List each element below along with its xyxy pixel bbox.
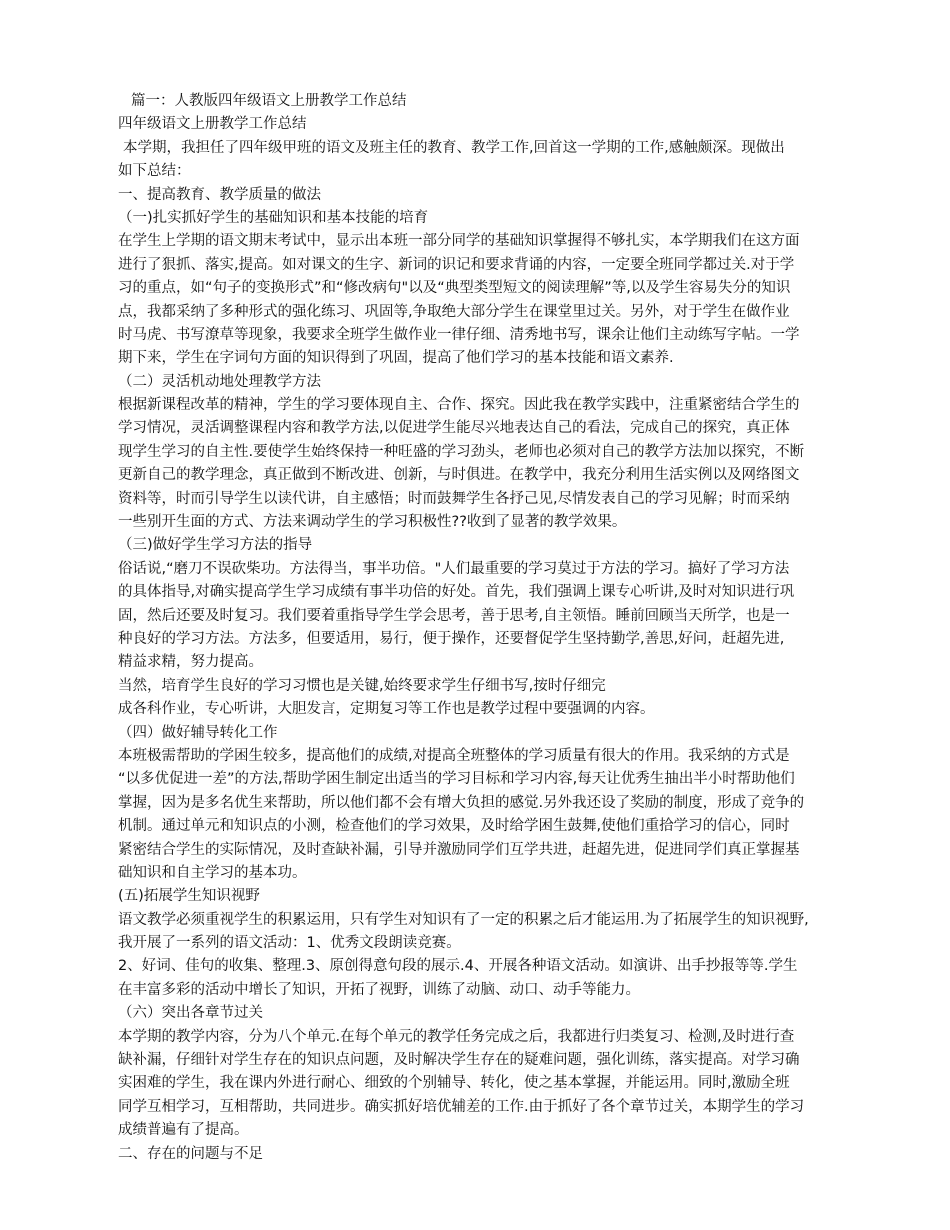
paragraph-line: “以多优促进一差”的方法,帮助学困生制定出适当的学习目标和学习内容,每天让优秀生抽出半小时帮助他们	[118, 771, 795, 788]
paragraph-line: 一些别开生面的方式、方法来调动学生的学习积极性??收到了显著的教学效果。	[118, 514, 627, 531]
paragraph-line: 学习情况，灵活调整课程内容和教学方法,以促进学生能尽兴地表达自己的看法，完成自己的探究，真正体	[118, 420, 790, 437]
paragraph-line: 成绩普遍有了提高。	[118, 1122, 249, 1139]
paragraph-line: 期下来，学生在字词句方面的知识得到了巩固，提高了他们学习的基本技能和语文素养.	[118, 350, 674, 367]
paragraph-line: 掌握，因为是多名优生来帮助，所以他们都不会有增大负担的感觉.另外我还设了奖励的制度，形成了竞争的	[118, 794, 805, 811]
paragraph-line: 固，然后还要及时复习。我们要着重指导学生学会思考，善于思考,自主领悟。睡前回顾当天所学，也是一	[118, 607, 790, 624]
paragraph-line: 2、好词、佳句的收集、整理.3、原创得意句段的展示.4、开展各种语文活动。如演讲、出手抄报等等.学生	[118, 958, 798, 975]
paragraph-line: 进行了狠抓、落实,提高。如对课文的生字、新词的识记和要求背诵的内容，一定要全班同学都过关.对于学	[118, 256, 795, 273]
paragraph-line: 点，我都采纳了多种形式的强化练习、巩固等,争取绝大部分学生在课堂里过关。另外，对于学生在做作业	[118, 303, 790, 320]
section-heading: 一、提高教育、教学质量的做法	[118, 186, 321, 203]
section-heading: 二、存在的问题与不足	[118, 1145, 263, 1162]
paragraph-line: 时马虎、书写潦草等现象，我要求全班学生做作业一律仔细、清秀地书写，课余让他们主动练写字帖。一学	[118, 326, 800, 343]
paragraph-line: 当然，培育学生良好的学习习惯也是关键,始终要求学生仔细书写,按时仔细完	[118, 677, 606, 694]
paragraph-line: 成各科作业，专心听讲，大胆发言，定期复习等工作也是教学过程中要强调的内容。	[118, 701, 655, 718]
subsection-heading: （二）灵活机动地处理教学方法	[118, 373, 321, 390]
paragraph-line: 实困难的学生，我在课内外进行耐心、细致的个别辅导、转化，使之基本掌握，并能运用。同时,激励全班	[118, 1075, 790, 1092]
paragraph-line: 资料等，时而引导学生以读代讲，自主感悟；时而鼓舞学生各抒己见,尽情发表自己的学习见解；时而采纳	[118, 490, 790, 507]
paragraph-line: 本班极需帮助的学困生较多，提高他们的成绩,对提高全班整体的学习质量有很大的作用。我采纳的方式是	[118, 747, 790, 764]
paragraph-line: 我开展了一系列的语文活动：1、优秀文段朗读竞赛。	[118, 935, 461, 952]
paragraph-line: 在学生上学期的语文期末考试中，显示出本班一部分同学的基础知识掌握得不够扎实，本学期我们在这方面	[118, 233, 800, 250]
paragraph-line: 俗话说,“磨刀不误砍柴功。方法得当，事半功倍。"人们最重要的学习莫过于方法的学习。搞好了学习方法	[118, 560, 790, 577]
subsection-heading: （四）做好辅导转化工作	[118, 724, 278, 741]
paragraph-line: 本学期，我担任了四年级甲班的语文及班主任的教育、教学工作,回首这一学期的工作,感触颇深。现做出	[123, 139, 785, 156]
paragraph-line: 机制。通过单元和知识点的小测，检查他们的学习效果，及时给学困生鼓舞,使他们重拾学习的信心，同时	[118, 818, 790, 835]
subsection-heading: （三)做好学生学习方法的指导	[118, 537, 313, 554]
document-heading: 篇一：人教版四年级语文上册教学工作总结	[131, 93, 407, 109]
paragraph-line: 更新自己的教学理念，真正做到不断改进、创新，与时俱进。在教学中，我充分利用生活实例以及网络图文	[118, 467, 800, 484]
document-body	[118, 90, 860, 1166]
paragraph-line: 在丰富多彩的活动中增长了知识，开拓了视野，训练了动脑、动口、动手等能力。	[118, 981, 640, 998]
paragraph-line: 根据新课程改革的精神，学生的学习要体现自主、合作、探究。因此我在教学实践中，注重紧密结合学生的	[118, 397, 800, 414]
paragraph-line: 精益求精，努力提高。	[118, 654, 263, 671]
subsection-heading: （六）突出各章节过关	[118, 1005, 263, 1022]
paragraph-line: 习的重点，如“句子的变换形式”和“修改病句"以及“典型类型短文的阅读理解”等,以及学生容易失分的知识	[118, 280, 791, 297]
paragraph-line: 缺补漏，仔细针对学生存在的知识点问题，及时解决学生存在的疑难问题，强化训练，落实提高。对学习确	[118, 1052, 800, 1069]
paragraph-line: 紧密结合学生的实际情况，及时查缺补漏，引导并激励同学们互学共进，赶超先进，促进同学们真正掌握基	[118, 841, 800, 858]
paragraph-line: 如下总结：	[118, 163, 191, 180]
subsection-heading: (五)拓展学生知识视野	[118, 888, 260, 905]
document-subtitle: 四年级语文上册教学工作总结	[118, 116, 307, 133]
paragraph-line: 语文教学必须重视学生的积累运用，只有学生对知识有了一定的积累之后才能运用.为了拓展学生的知识视野,	[118, 911, 809, 928]
paragraph-line: 同学互相学习，互相帮助，共同进步。确实抓好培优辅差的工作.由于抓好了各个章节过关，本期学生的学习	[118, 1098, 805, 1115]
paragraph-line: 本学期的教学内容，分为八个单元.在每个单元的教学任务完成之后，我都进行归类复习、检测,及时进行查	[118, 1028, 795, 1045]
paragraph-line: 种良好的学习方法。方法多，但要适用，易行，便于操作，还要督促学生坚持勤学,善思,好问，赶超先进,	[118, 630, 785, 647]
paragraph-line: 现学生学习的自主性.要使学生始终保持一种旺盛的学习劲头，老师也必须对自己的教学方法加以探究，不断	[118, 443, 805, 460]
subsection-heading: （一)扎实抓好学生的基础知识和基本技能的培育	[118, 209, 429, 226]
paragraph-line: 的具体指导,对确实提高学生学习成绩有事半功倍的好处。首先，我们强调上课专心听讲,及时对知识进行巩	[118, 584, 795, 601]
paragraph-line: 础知识和自主学习的基本功。	[118, 864, 307, 881]
